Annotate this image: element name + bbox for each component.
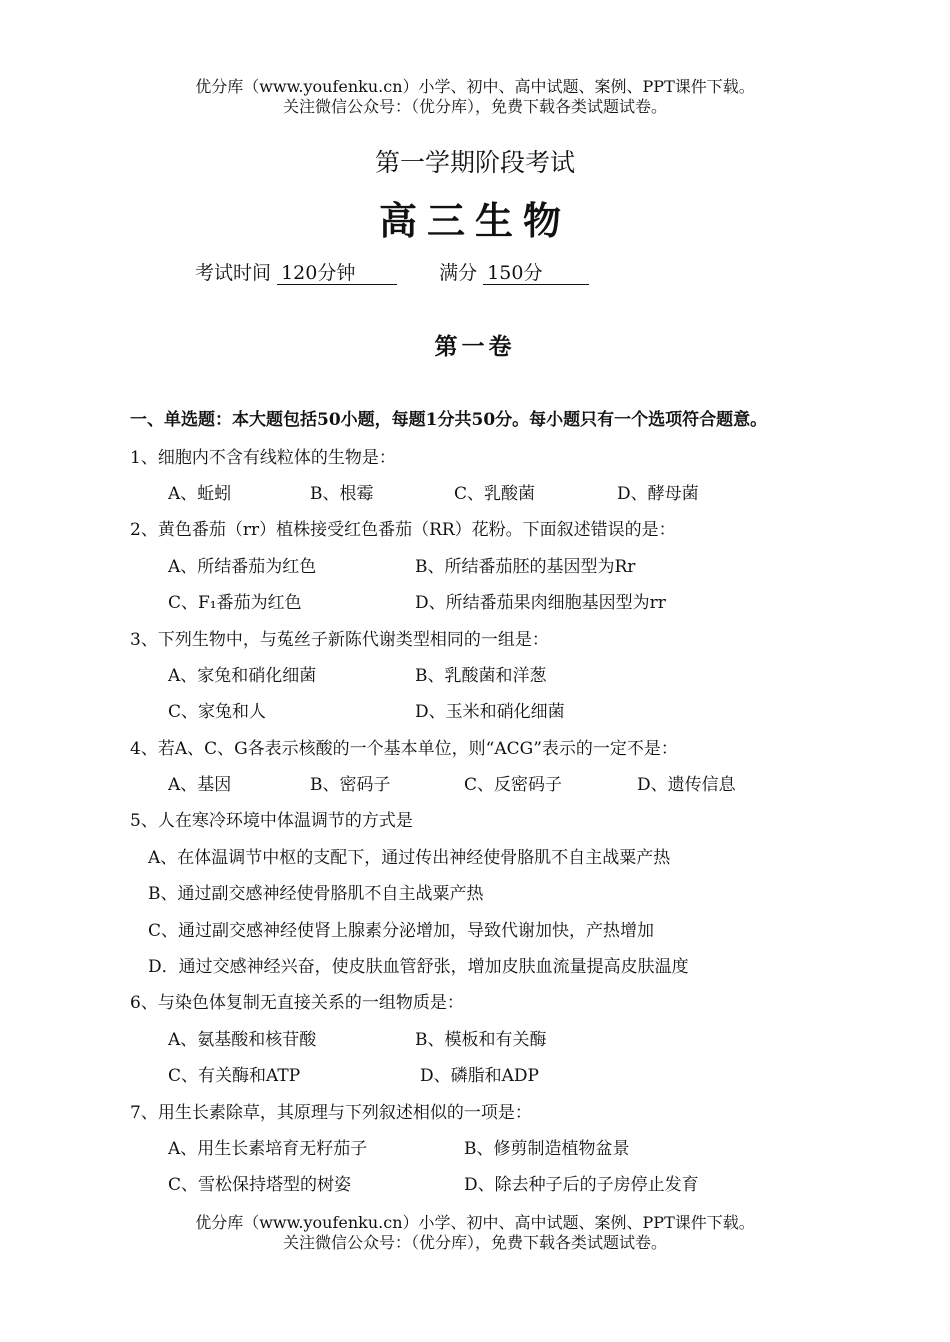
question-1-option-b: B、根霉: [310, 484, 374, 504]
question-2-option-d: D、所结番茄果肉细胞基因型为rr: [415, 593, 666, 613]
question-3-option-b: B、乳酸菌和洋葱: [415, 666, 547, 686]
question-3-option-c: C、家兔和人: [168, 702, 267, 722]
question-1-option-c: C、乳酸菌: [454, 484, 536, 504]
question-7-stem: 7、用生长素除草，其原理与下列叙述相似的一项是：: [130, 1103, 532, 1123]
footer-line-1: 优分库（www.youfenku.cn）小学、初中、高中试题、案例、PPT课件下载。: [195, 1213, 755, 1232]
question-7-option-a: A、用生长素培育无籽茄子: [168, 1139, 368, 1159]
question-6-option-b: B、模板和有关酶: [415, 1030, 547, 1050]
exam-title: 高三生物: [378, 198, 571, 243]
question-6-stem: 6、与染色体复制无直接关系的一组物质是：: [130, 993, 464, 1013]
header-line-1: 优分库（www.youfenku.cn）小学、初中、高中试题、案例、PPT课件下载。: [195, 77, 755, 96]
question-6-option-c: C、有关酶和ATP: [168, 1066, 301, 1086]
question-2-option-b: B、所结番茄胚的基因型为Rr: [415, 557, 636, 577]
footer-line-2: 关注微信公众号：（优分库），免费下载各类试题试卷。: [282, 1233, 667, 1252]
question-1-stem: 1、细胞内不含有线粒体的生物是：: [130, 448, 396, 468]
question-3-stem: 3、下列生物中，与菟丝子新陈代谢类型相同的一组是：: [130, 630, 549, 650]
time-label: 考试时间: [195, 262, 272, 284]
question-3-option-a: A、家兔和硝化细菌: [168, 666, 317, 686]
question-2-option-a: A、所结番茄为红色: [168, 557, 317, 577]
question-7-option-b: B、修剪制造植物盆景: [464, 1139, 630, 1159]
question-7-option-d: D、除去种子后的子房停止发育: [464, 1175, 699, 1195]
question-1-option-a: A、蚯蚓: [168, 484, 232, 504]
question-4-option-b: B、密码子: [310, 775, 391, 795]
question-2-stem: 2、黄色番茄（rr）植株接受红色番茄（RR）花粉。下面叙述错误的是：: [130, 520, 676, 540]
time-value: 120分钟: [277, 262, 397, 285]
question-5-option-c: C、通过副交感神经使肾上腺素分泌增加，导致代谢加快，产热增加: [148, 921, 655, 941]
question-6-option-d: D、磷脂和ADP: [420, 1066, 539, 1086]
question-5-option-d: D．通过交感神经兴奋，使皮肤血管舒张，增加皮肤血流量提高皮肤温度: [148, 957, 689, 977]
exam-subtitle: 第一学期阶段考试: [374, 148, 575, 177]
question-5-option-b: B、通过副交感神经使骨胳肌不自主战粟产热: [148, 884, 484, 904]
question-1-option-d: D、酵母菌: [617, 484, 699, 504]
header-line-2: 关注微信公众号：（优分库），免费下载各类试题试卷。: [282, 97, 667, 116]
section-heading: 一、单选题：本大题包括50小题，每题1分共50分。每小题只有一个选项符合题意。: [130, 410, 768, 430]
question-2-option-c: C、F₁番茄为红色: [168, 593, 302, 613]
question-4-option-a: A、基因: [168, 775, 232, 795]
question-4-option-d: D、遗传信息: [637, 775, 736, 795]
question-6-option-a: A、氨基酸和核苷酸: [168, 1030, 317, 1050]
question-4-option-c: C、反密码子: [464, 775, 563, 795]
question-4-stem: 4、若A、C、G各表示核酸的一个基本单位，则“ACG”表示的一定不是：: [130, 739, 678, 759]
question-5-option-a: A、在体温调节中枢的支配下，通过传出神经使骨胳肌不自主战粟产热: [148, 848, 671, 868]
score-label: 满分: [439, 262, 478, 284]
volume-title: 第一卷: [434, 333, 516, 360]
question-7-option-c: C、雪松保持塔型的树姿: [168, 1175, 352, 1195]
exam-meta: [195, 258, 589, 285]
question-5-stem: 5、人在寒冷环境中体温调节的方式是: [130, 811, 413, 831]
question-3-option-d: D、玉米和硝化细菌: [415, 702, 565, 722]
score-value: 150分: [483, 262, 589, 285]
